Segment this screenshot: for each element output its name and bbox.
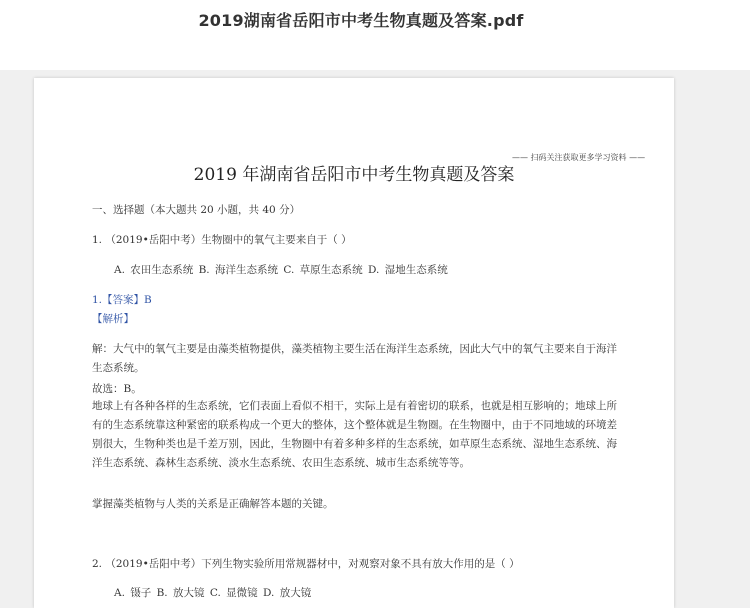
viewer-header: [0, 0, 750, 70]
section-header: 一、选择题（本大题共 20 小题，共 40 分）: [92, 204, 301, 216]
question-1: 1. （2019•岳阳中考）生物圈中的氧气主要来自于（ ）: [92, 234, 352, 246]
question-2-options: A. 镊子 B. 放大镜 C. 显微镜 D. 放大镜: [114, 587, 312, 599]
question-1-analysis-label: 【解析】: [92, 313, 134, 325]
question-1-answer: 1.【答案】B: [92, 294, 152, 306]
watermark-text: —— 扫码关注获取更多学习资料 ——: [512, 153, 646, 162]
question-1-detail: 地球上有各种各样的生态系统，它们表面上看似不相干，实际上是有着密切的联系，也就是相互影响的；地球上所有的生态系统靠这种紧密的联系构成一个更大的整体，这个整体就是生物圈。在生物圈中，由于不同地域的环境差别很大，生物种类也是千差万别，因此，生物圈中有着多种多样的生态系统，如草原生态系统、湿地生态系统、海洋生态系统、森林生态系统、淡水生态系统、农田生态系统、城市生态系统等等。: [92, 400, 617, 469]
question-2: 2. （2019•岳阳中考）下列生物实验所用常规器材中，对观察对象不具有放大作用的是（ ）: [92, 558, 520, 570]
question-1-explanation: 解：大气中的氧气主要是由藻类植物提供，藻类植物主要生活在海洋生态系统，因此大气中的氧气主要来自于海洋生态系统。: [92, 343, 617, 374]
document-page: [34, 78, 674, 608]
file-title: 2019湖南省岳阳市中考生物真题及答案.pdf: [198, 11, 524, 30]
document-title: 2019 年湖南省岳阳市中考生物真题及答案: [193, 165, 515, 185]
question-1-options: A. 农田生态系统 B. 海洋生态系统 C. 草原生态系统 D. 湿地生态系统: [114, 264, 448, 276]
question-1-key-point: 掌握藻类植物与人类的关系是正确解答本题的关键。: [92, 498, 334, 510]
question-1-choice: 故选：B。: [92, 383, 142, 395]
